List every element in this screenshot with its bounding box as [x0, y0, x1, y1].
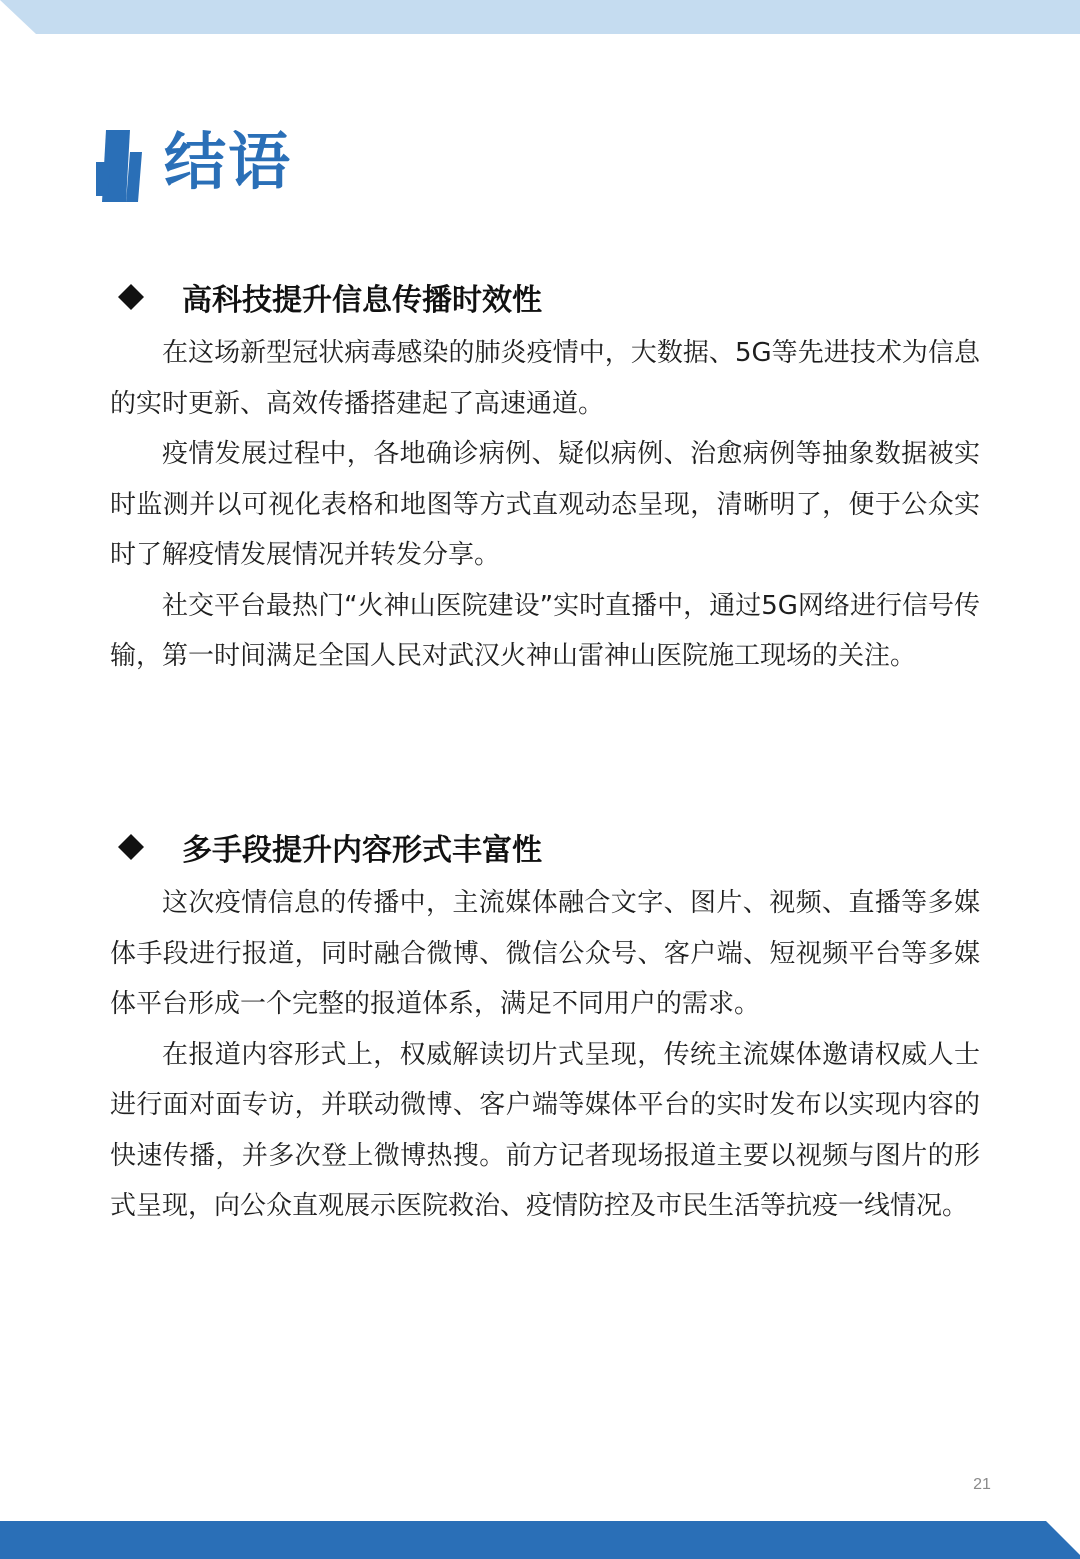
- paragraph: 在报道内容形式上，权威解读切片式呈现，传统主流媒体邀请权威人士进行面对面专访，并联动微博、客户端等媒体平台的实时发布以实现内容的快速传播，并多次登上微博热搜。前方记者现场报道主要以视频与图片的形式呈现，向公众直观展示医院救治、疫情防控及市民生活等抗疫一线情况。: [110, 1039, 980, 1221]
- page-title: 结语: [164, 125, 293, 198]
- section-heading-text: 高科技提升信息传播时效性: [182, 283, 542, 318]
- slanted-bar-icon: [96, 122, 142, 202]
- section-heading-text: 多手段提升内容形式丰富性: [182, 833, 542, 868]
- paragraph: 社交平台最热门“火神山医院建设”实时直播中，通过5G网络进行信号传输，第一时间满足全国人民对武汉火神山雷神山医院施工现场的关注。: [110, 590, 980, 671]
- paragraph: 在这场新型冠状病毒感染的肺炎疫情中，大数据、5G等先进技术为信息的实时更新、高效传播搭建起了高速通道。: [110, 338, 980, 419]
- paragraph: 疫情发展过程中，各地确诊病例、疑似病例、治愈病例等抽象数据被实时监测并以可视化表格和地图等方式直观动态呈现，清晰明了，便于公众实时了解疫情发展情况并转发分享。: [110, 439, 980, 570]
- page-number: 21: [973, 1476, 991, 1493]
- diamond-bullet-icon: [116, 832, 146, 862]
- page-title-block: [96, 122, 292, 202]
- paragraph: 这次疫情信息的传播中，主流媒体融合文字、图片、视频、直播等多媒体手段进行报道，同时融合微博、微信公众号、客户端、短视频平台等多媒体平台形成一个完整的报道体系，满足不同用户的需求。: [110, 888, 980, 1019]
- section-heading: [110, 822, 980, 872]
- bottom-decorative-band: [0, 1521, 1080, 1559]
- section-multi-means: [110, 822, 980, 1232]
- section-high-tech: [110, 272, 980, 682]
- section-heading: [110, 272, 980, 322]
- top-decorative-band: [0, 0, 1080, 34]
- diamond-bullet-icon: [116, 282, 146, 312]
